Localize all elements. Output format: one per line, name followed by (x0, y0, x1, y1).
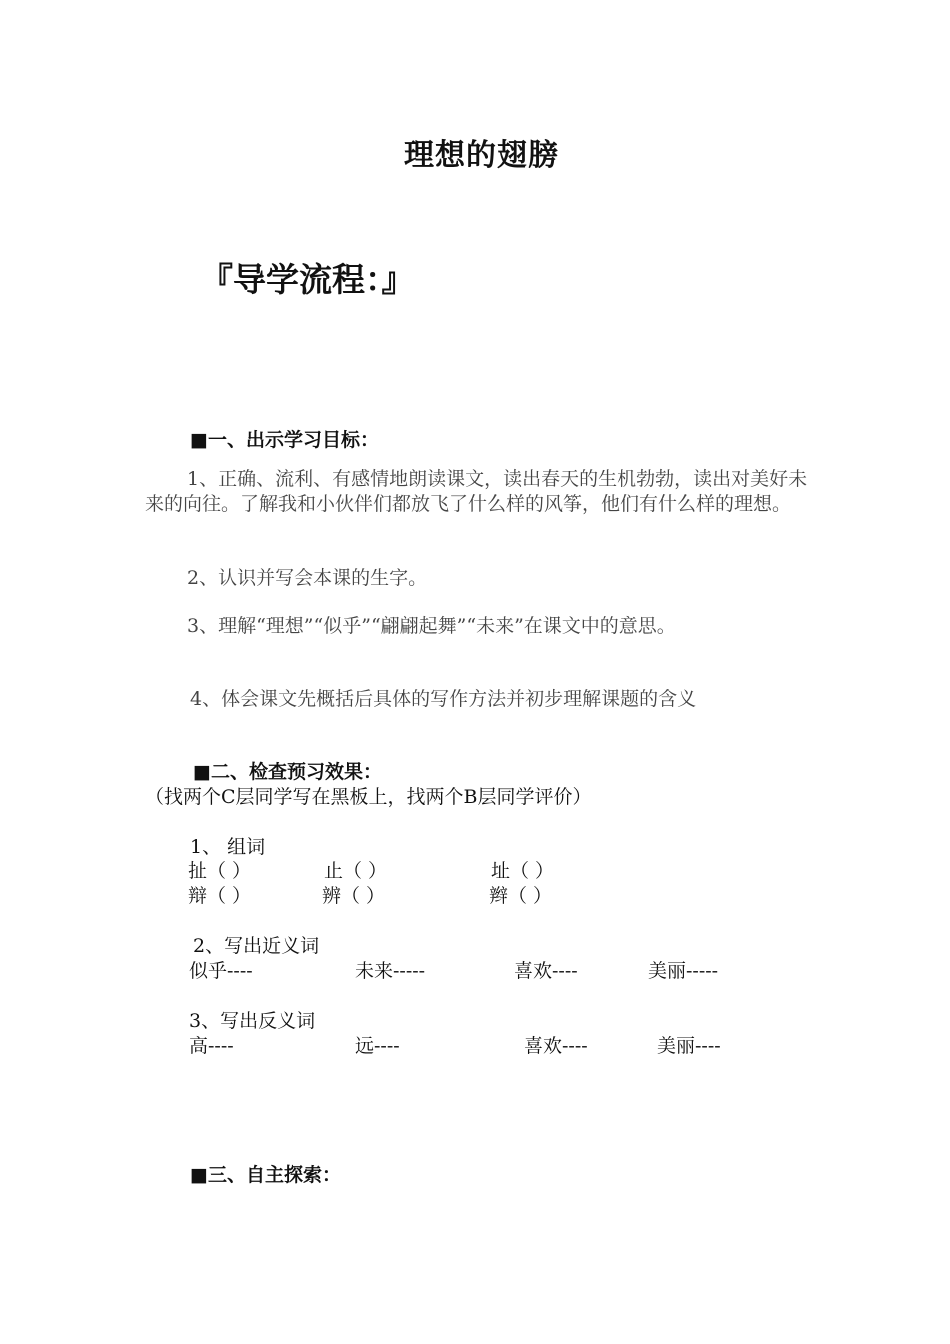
q3-label: 3、写出反义词 (189, 1010, 316, 1032)
goal-2: 2、认识并写会本课的生字。 (187, 567, 428, 589)
q1-item: 扯（ ） (188, 860, 252, 882)
q1-item: 辨（ ） (322, 885, 386, 907)
section2-block (145, 760, 810, 810)
q2-label: 2、写出近义词 (193, 935, 320, 957)
section2-note: （找两个C层同学写在黑板上，找两个B层同学评价） (145, 786, 592, 808)
q3-item: 远---- (355, 1035, 400, 1057)
q1-item: 址（ ） (491, 860, 555, 882)
q3-item: 高---- (189, 1035, 234, 1057)
q1-item: 止（ ） (324, 860, 388, 882)
section1-heading: ■一、出示学习目标： (190, 429, 379, 451)
q1-item: 辩（ ） (188, 885, 252, 907)
q3-item: 喜欢---- (524, 1035, 588, 1057)
page-title: 理想的翅膀 (404, 138, 559, 173)
q3-item: 美丽---- (657, 1035, 721, 1057)
q2-item: 似乎---- (189, 960, 253, 982)
goal-1: 1、正确、流利、有感情地朗读课文，读出春天的生机勃勃，读出对美好未来的向往。了解我和小伙伴们都放飞了什么样的风筝，他们有什么样的理想。 (145, 468, 808, 515)
guide-heading: 『导学流程：』 (200, 260, 415, 299)
q2-item: 美丽----- (648, 960, 719, 982)
section3-heading: ■三、自主探索： (190, 1164, 341, 1186)
q2-item: 喜欢---- (514, 960, 578, 982)
goal-4: 4、体会课文先概括后具体的写作方法并初步理解课题的含义 (190, 688, 697, 710)
q1-item: 辫（ ） (489, 885, 553, 907)
q2-item: 未来----- (355, 960, 426, 982)
goal-3: 3、理解“理想”“似乎”“翩翩起舞”“未来”在课文中的意思。 (187, 615, 676, 637)
q1-label: 1、 组词 (190, 836, 266, 858)
section2-heading: ■二、检查预习效果： (193, 761, 382, 783)
